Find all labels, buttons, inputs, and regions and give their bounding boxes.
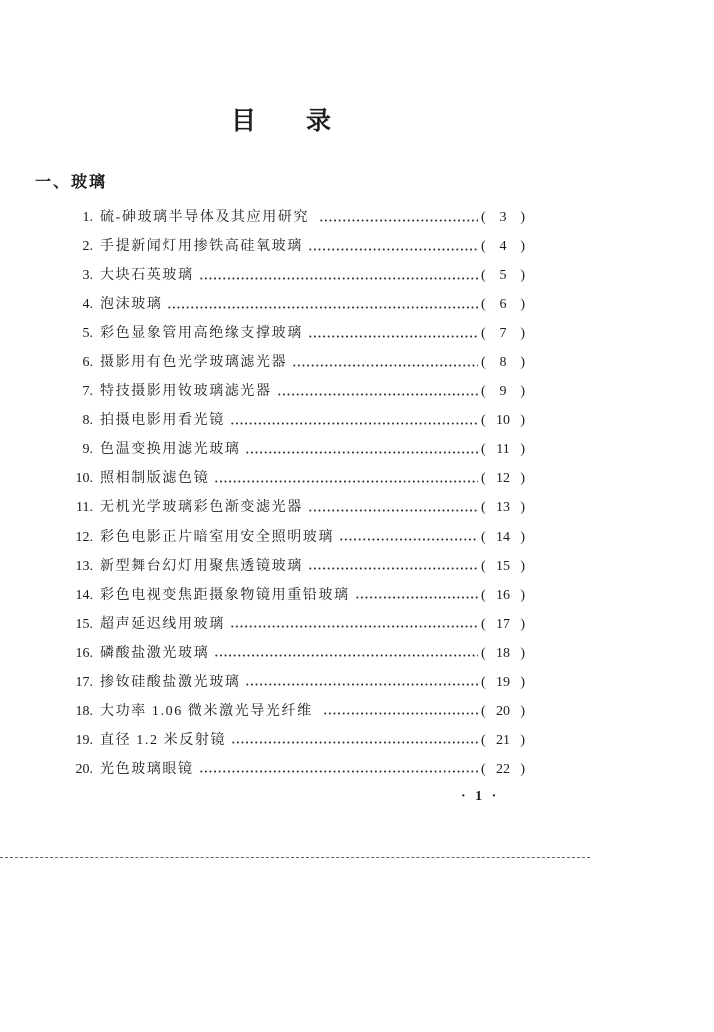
leader-dots [277, 393, 478, 396]
toc-entry-title: 彩色电影正片暗室用安全照明玻璃 [100, 529, 334, 545]
toc-entry-page: ( 10 ) [481, 413, 525, 429]
page-title-char-2: 录 [306, 108, 332, 135]
toc-entry-number: 9. [82, 442, 93, 458]
toc-entry [60, 552, 525, 581]
leader-dots [199, 770, 478, 773]
toc-entry-title: 硫-砷玻璃半导体及其应用研究 [100, 210, 315, 226]
toc-entry-title: 光色玻璃眼镜 [100, 761, 194, 777]
leader-dots [319, 219, 478, 222]
toc-entry-number: 8. [82, 413, 93, 429]
leader-dots [214, 480, 478, 483]
table-of-contents [60, 204, 525, 785]
toc-entry [60, 755, 525, 784]
toc-entry-title: 大功率 1.06 微米激光导光纤维 [100, 703, 318, 719]
toc-entry-title: 无机光学玻璃彩色渐变滤光器 [100, 500, 303, 516]
toc-entry-number: 4. [82, 297, 93, 313]
toc-entry-number: 15. [75, 616, 93, 632]
toc-entry-title: 色温变换用滤光玻璃 [100, 442, 241, 458]
page-title-char-1: 目 [231, 108, 257, 135]
leader-dots [167, 306, 478, 309]
page-number: · 1 · [461, 789, 500, 804]
toc-entry-page: ( 3 ) [481, 210, 525, 226]
toc-entry [60, 639, 525, 668]
leader-dots [199, 277, 478, 280]
toc-entry [60, 581, 525, 610]
toc-entry-page: ( 15 ) [481, 558, 525, 574]
toc-entry [60, 407, 525, 436]
toc-entry-number: 13. [75, 558, 93, 574]
toc-entry-page: ( 19 ) [481, 674, 525, 690]
toc-entry [60, 204, 525, 233]
toc-entry-page: ( 13 ) [481, 500, 525, 516]
toc-entry-title: 磷酸盐激光玻璃 [100, 645, 210, 661]
scan-edge-line [0, 857, 590, 858]
toc-entry-number: 11. [76, 500, 93, 516]
toc-entry [60, 233, 525, 262]
toc-entry [60, 523, 525, 552]
toc-entry-title: 直径 1.2 米反射镜 [100, 732, 227, 748]
toc-entry-title: 照相制版滤色镜 [100, 471, 210, 487]
toc-entry [60, 291, 525, 320]
toc-entry-title: 手提新闻灯用掺铁高硅氧玻璃 [100, 239, 303, 255]
toc-entry-title: 拍摄电影用看光镜 [100, 413, 225, 429]
toc-entry-number: 6. [82, 355, 93, 371]
toc-entry-number: 20. [75, 761, 93, 777]
toc-entry-title: 泡沫玻璃 [100, 297, 163, 313]
toc-entry-title: 彩色显象管用高绝缘支撑玻璃 [100, 326, 303, 342]
toc-entry-number: 5. [82, 326, 93, 342]
toc-entry-number: 2. [82, 239, 93, 255]
toc-entry-page: ( 16 ) [481, 587, 525, 603]
toc-entry [60, 610, 525, 639]
toc-entry-page: ( 5 ) [481, 268, 525, 284]
toc-entry [60, 726, 525, 755]
toc-entry-number: 16. [75, 645, 93, 661]
toc-entry-number: 3. [82, 268, 93, 284]
toc-entry-page: ( 20 ) [481, 703, 525, 719]
leader-dots [230, 625, 478, 628]
leader-dots [245, 683, 478, 686]
toc-entry-page: ( 12 ) [481, 471, 525, 487]
toc-entry-number: 19. [75, 732, 93, 748]
toc-entry-page: ( 4 ) [481, 239, 525, 255]
leader-dots [355, 596, 478, 599]
toc-entry-page: ( 8 ) [481, 355, 525, 371]
toc-entry-number: 1. [82, 210, 93, 226]
leader-dots [245, 451, 478, 454]
toc-entry-title: 新型舞台幻灯用聚焦透镜玻璃 [100, 558, 303, 574]
toc-entry-title: 特技摄影用钕玻璃滤光器 [100, 384, 272, 400]
leader-dots [323, 712, 478, 715]
leader-dots [308, 567, 478, 570]
toc-entry-page: ( 22 ) [481, 761, 525, 777]
leader-dots [308, 248, 478, 251]
toc-entry-page: ( 6 ) [481, 297, 525, 313]
toc-entry-page: ( 7 ) [481, 326, 525, 342]
toc-entry [60, 320, 525, 349]
toc-entry-number: 17. [75, 674, 93, 690]
leader-dots [308, 509, 478, 512]
leader-dots [231, 741, 478, 744]
toc-entry [60, 465, 525, 494]
toc-entry [60, 378, 525, 407]
toc-entry-page: ( 9 ) [481, 384, 525, 400]
toc-entry [60, 436, 525, 465]
toc-entry-number: 14. [75, 587, 93, 603]
leader-dots [230, 422, 478, 425]
toc-entry [60, 349, 525, 378]
leader-dots [339, 538, 478, 541]
toc-entry [60, 494, 525, 523]
toc-entry-page: ( 18 ) [481, 645, 525, 661]
toc-entry-title: 掺钕硅酸盐激光玻璃 [100, 674, 241, 690]
toc-entry-title: 摄影用有色光学玻璃滤光器 [100, 355, 288, 371]
toc-entry-number: 10. [75, 471, 93, 487]
toc-entry-page: ( 21 ) [481, 732, 525, 748]
toc-entry-page: ( 17 ) [481, 616, 525, 632]
toc-entry-number: 18. [75, 703, 93, 719]
toc-entry [60, 697, 525, 726]
toc-entry-number: 12. [75, 529, 93, 545]
leader-dots [292, 364, 478, 367]
toc-entry-title: 彩色电视变焦距摄象物镜用重铅玻璃 [100, 587, 350, 603]
toc-entry [60, 668, 525, 697]
toc-entry-number: 7. [82, 384, 93, 400]
toc-entry-page: ( 11 ) [481, 442, 525, 458]
leader-dots [308, 335, 478, 338]
toc-entry-title: 超声延迟线用玻璃 [100, 616, 225, 632]
toc-entry-title: 大块石英玻璃 [100, 268, 194, 284]
leader-dots [214, 654, 478, 657]
toc-entry [60, 262, 525, 291]
section-heading: 一、玻璃 [35, 174, 108, 191]
toc-entry-page: ( 14 ) [481, 529, 525, 545]
